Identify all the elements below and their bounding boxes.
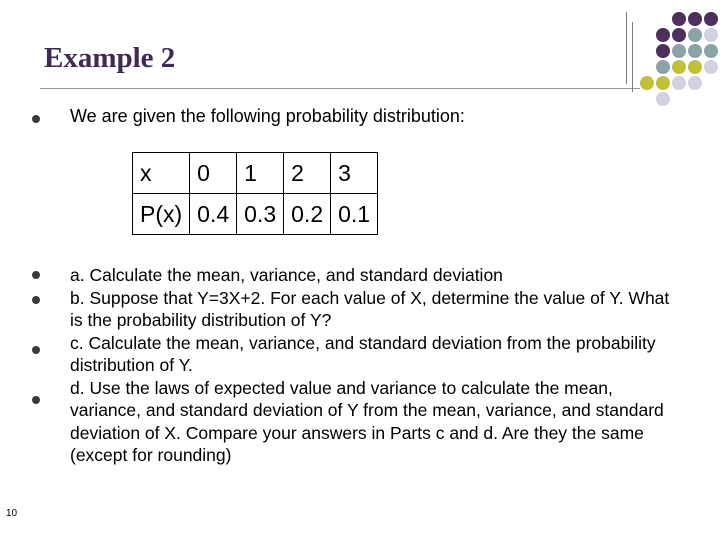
decor-dot <box>704 44 718 58</box>
part-d: d. Use the laws of expected value and variance to calculate the mean, variance, and standard deviation of Y from the mean, variance, and standard deviation of X. Compare your answers in Parts c and d. Are they the same (except for rounding) <box>70 377 664 465</box>
table-cell: 0.3 <box>237 194 284 235</box>
decor-dot <box>704 28 718 42</box>
table-cell: 2 <box>284 153 331 194</box>
title-divider <box>40 88 640 89</box>
intro-text: We are given the following probability distribution: <box>70 106 465 126</box>
decor-dot <box>672 44 686 58</box>
decor-dot <box>656 92 670 106</box>
table-cell: 3 <box>331 153 378 194</box>
probability-distribution-table <box>132 152 378 235</box>
decor-dot <box>704 60 718 74</box>
decor-dot <box>656 76 670 90</box>
table-cell: 0.1 <box>331 194 378 235</box>
table-cell: 1 <box>237 153 284 194</box>
table-cell: 0 <box>190 153 237 194</box>
decor-dot <box>688 44 702 58</box>
decor-dot <box>688 12 702 26</box>
table-cell: x <box>133 153 190 194</box>
part-c: c. Calculate the mean, variance, and standard deviation from the probability distribution of Y. <box>70 332 656 375</box>
bullet-dot <box>32 115 40 123</box>
table-row <box>133 194 378 235</box>
decor-line-left <box>626 12 627 84</box>
decor-dot <box>688 60 702 74</box>
decor-dot <box>704 12 718 26</box>
decor-dot <box>656 44 670 58</box>
slide-title: Example 2 <box>44 42 176 74</box>
decorative-dot-grid <box>612 8 720 120</box>
decor-dot <box>656 60 670 74</box>
decor-dot <box>672 76 686 90</box>
decor-dot <box>672 28 686 42</box>
table-cell: P(x) <box>133 194 190 235</box>
decor-dot <box>688 28 702 42</box>
part-b: b. Suppose that Y=3X+2. For each value of X, determine the value of Y. What is the probability distribution of Y? <box>70 287 670 330</box>
decor-dot <box>672 60 686 74</box>
bullet-dot <box>32 396 40 404</box>
table-cell: 0.4 <box>190 194 237 235</box>
decor-dot <box>688 76 702 90</box>
table-row <box>133 153 378 194</box>
decor-dot <box>656 28 670 42</box>
decor-dot <box>640 76 654 90</box>
part-a: a. Calculate the mean, variance, and standard deviation <box>70 265 503 285</box>
decor-dot <box>672 12 686 26</box>
decor-line-right <box>632 22 633 92</box>
table-cell: 0.2 <box>284 194 331 235</box>
bullet-dot <box>32 271 40 279</box>
bullet-dot <box>32 346 40 354</box>
bullet-dot <box>32 296 40 304</box>
page-number: 10 <box>6 508 18 519</box>
question-parts <box>70 264 670 467</box>
